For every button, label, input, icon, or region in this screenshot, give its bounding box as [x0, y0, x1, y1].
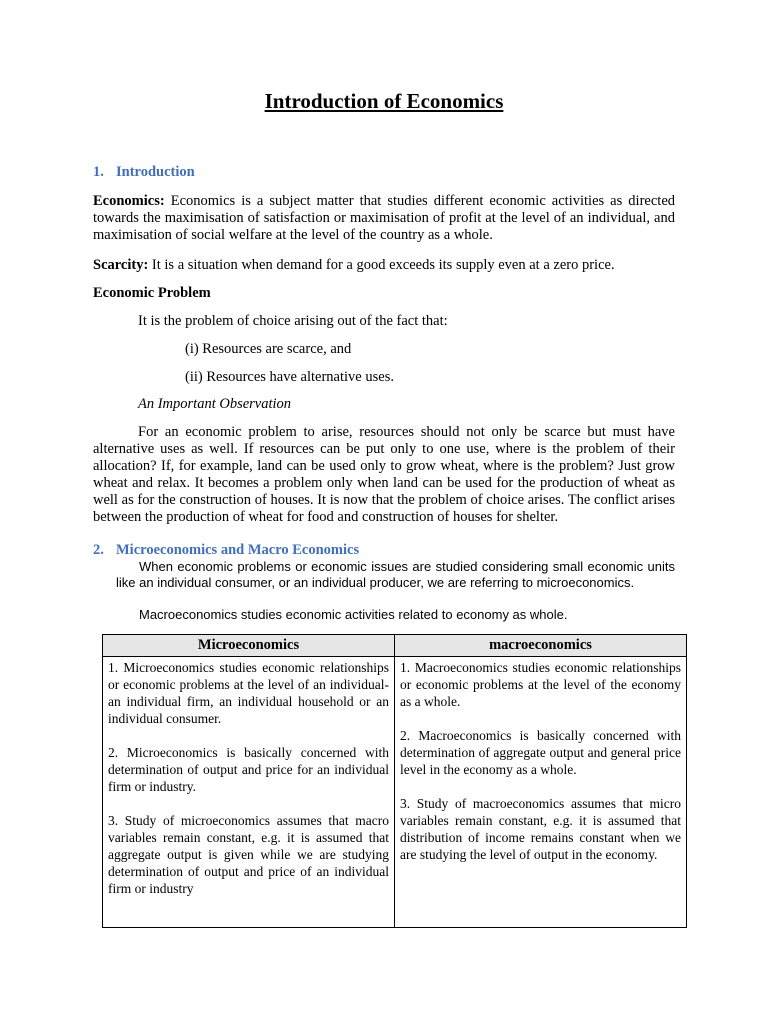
micro-point-3: 3. Study of microeconomics assumes that macro variables remain constant, e.g. it is assumed that aggregate output is given while we are studying determination of output and price of an individual firm or industry	[108, 813, 389, 896]
table-header-row	[103, 635, 687, 657]
section-2-number: 2.	[93, 542, 104, 558]
observation-paragraph: For an economic problem to arise, resources should not only be scarce but must have alternative uses as well. If resources can be put only to one use, where is the problem of their allocation? If, for example, land can be used only to grow wheat, where is the problem? Just grow wheat and relax. It becomes a problem only when land can be used for the production of wheat as well as for the construction of houses. It is now that the problem of choice arises. The conflict arises between the production of wheat for food and construction of houses for shelter.	[93, 424, 675, 525]
micro-column-cell	[103, 657, 395, 928]
macro-point-2: 2. Macroeconomics is basically concerned with determination of aggregate output and general price level in the economy as a whole.	[400, 728, 681, 777]
macroeconomics-intro: Macroeconomics studies economic activities related to economy as whole.	[139, 607, 568, 622]
table-row	[103, 657, 687, 928]
macro-point-3: 3. Study of macroeconomics assumes that micro variables remain constant, e.g. it is assumed that distribution of income remains constant when we are studying the level of output in the economy.	[400, 796, 681, 862]
macro-point-1: 1. Macroeconomics studies economic relationships or economic problems at the level of the economy as a whole.	[400, 660, 681, 709]
section-2-title: Microeconomics and Macro Economics	[116, 542, 360, 558]
problem-point-2: (ii) Resources have alternative uses.	[185, 369, 394, 385]
document-title: Introduction of Economics	[264, 89, 504, 113]
section-1-number: 1.	[93, 164, 104, 180]
microeconomics-intro: When economic problems or economic issues are studied considering small economic units like an individual consumer, or an individual producer, we are referring to microeconomics.	[116, 559, 675, 590]
micro-column-header: Microeconomics	[103, 635, 395, 657]
micro-point-1: 1. Microeconomics studies economic relationships or economic problems at the level of an individual- an individual firm, an individual household or an individual consumer.	[108, 660, 389, 726]
problem-point-1: (i) Resources are scarce, and	[185, 341, 352, 357]
micro-point-2: 2. Microeconomics is basically concerned with determination of output and price for an individual firm or industry.	[108, 745, 389, 794]
economics-def-text: Economics is a subject matter that studies different economic activities as directed towards the maximisation of satisfaction or maximisation of profit at the level of an individual, and maximisation of social welfare at the level of the country as a whole.	[93, 193, 675, 243]
economic-problem-heading: Economic Problem	[93, 285, 211, 301]
economics-definition	[93, 193, 675, 244]
macro-column-cell	[395, 657, 687, 928]
scarcity-definition	[93, 257, 675, 274]
economic-problem-intro: It is the problem of choice arising out of the fact that:	[138, 313, 448, 329]
section-1-title: Introduction	[116, 164, 195, 180]
scarcity-term: Scarcity:	[93, 257, 149, 273]
economics-term: Economics:	[93, 193, 165, 209]
scarcity-def-text: It is a situation when demand for a good exceeds its supply even at a zero price.	[148, 257, 615, 273]
macro-column-header: macroeconomics	[395, 635, 687, 657]
comparison-table	[102, 634, 687, 928]
section-2-heading	[93, 542, 359, 559]
observation-heading: An Important Observation	[138, 396, 292, 412]
section-1-heading	[93, 164, 195, 181]
